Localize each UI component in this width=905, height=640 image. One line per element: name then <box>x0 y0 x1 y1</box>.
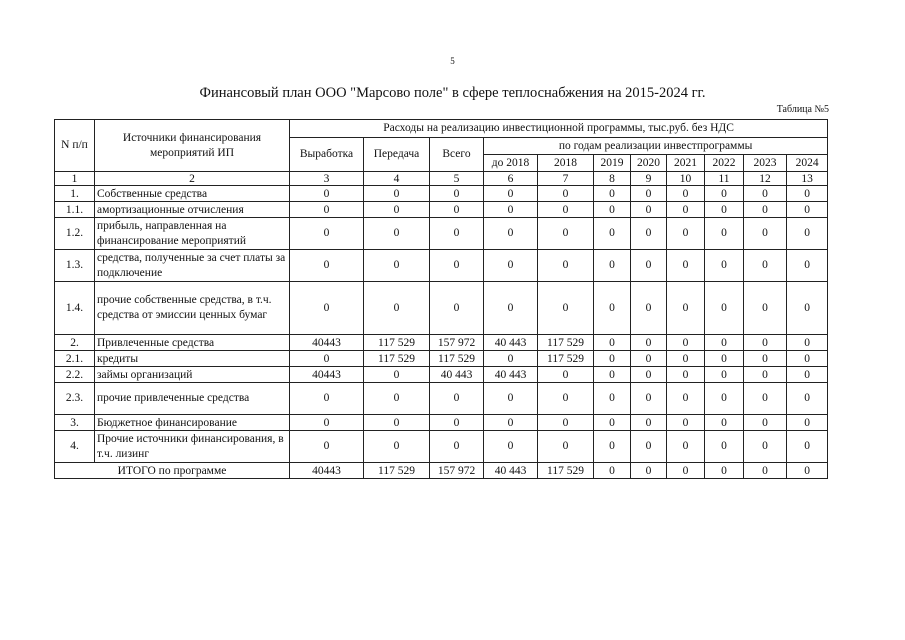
row-value: 0 <box>430 282 484 335</box>
document-title: Финансовый план ООО "Марсово поле" в сфере теплоснабжения на 2015-2024 гг. <box>199 85 706 101</box>
row-value: 157 972 <box>430 335 484 351</box>
row-value: 0 <box>430 186 484 202</box>
header-source: Источники финансирования мероприятий ИП <box>95 120 290 172</box>
financial-plan-table <box>54 119 828 479</box>
column-number: 12 <box>744 172 787 186</box>
header-total: Всего <box>430 138 484 172</box>
column-number: 3 <box>290 172 364 186</box>
row-value: 0 <box>631 282 667 335</box>
header-year: 2019 <box>594 155 631 172</box>
row-value: 0 <box>705 202 744 218</box>
row-value: 40443 <box>290 335 364 351</box>
header-year: 2018 <box>538 155 594 172</box>
row-number: 4. <box>55 431 95 463</box>
column-number: 7 <box>538 172 594 186</box>
row-value: 0 <box>631 202 667 218</box>
row-value: 0 <box>744 202 787 218</box>
row-value: 0 <box>787 250 828 282</box>
header-year: 2022 <box>705 155 744 172</box>
table-row <box>55 282 828 335</box>
row-value: 0 <box>538 415 594 431</box>
row-value: 0 <box>484 186 538 202</box>
row-value: 0 <box>430 415 484 431</box>
header-year: до 2018 <box>484 155 538 172</box>
row-value: 0 <box>667 250 705 282</box>
column-number: 13 <box>787 172 828 186</box>
row-value: 0 <box>787 351 828 367</box>
row-value: 0 <box>290 218 364 250</box>
row-value: 0 <box>744 351 787 367</box>
row-source: Привлеченные средства <box>95 335 290 351</box>
row-number: 2.2. <box>55 367 95 383</box>
row-value: 0 <box>484 431 538 463</box>
row-value: 0 <box>667 335 705 351</box>
row-value: 0 <box>744 335 787 351</box>
row-value: 0 <box>744 282 787 335</box>
row-source: прибыль, направленная на финансирование мероприятий <box>95 218 290 250</box>
table-row <box>55 383 828 415</box>
table-row <box>55 250 828 282</box>
row-value: 0 <box>538 218 594 250</box>
total-value: 157 972 <box>430 463 484 479</box>
row-value: 0 <box>538 202 594 218</box>
row-number: 1.3. <box>55 250 95 282</box>
row-value: 0 <box>290 351 364 367</box>
header-year: 2020 <box>631 155 667 172</box>
row-value: 0 <box>484 415 538 431</box>
column-number: 9 <box>631 172 667 186</box>
column-number: 10 <box>667 172 705 186</box>
row-value: 0 <box>594 431 631 463</box>
header-by-years: по годам реализации инвестпрограммы <box>484 138 828 155</box>
column-numbers-row <box>55 172 828 186</box>
table-row <box>55 415 828 431</box>
row-value: 0 <box>290 250 364 282</box>
table-row <box>55 431 828 463</box>
row-number: 2.3. <box>55 383 95 415</box>
row-number: 1. <box>55 186 95 202</box>
table-row <box>55 335 828 351</box>
row-value: 0 <box>631 351 667 367</box>
total-value: 0 <box>667 463 705 479</box>
row-value: 0 <box>290 415 364 431</box>
column-number: 11 <box>705 172 744 186</box>
row-value: 0 <box>364 202 430 218</box>
header-expenses-group: Расходы на реализацию инвестиционной программы, тыс.руб. без НДС <box>290 120 828 138</box>
row-value: 0 <box>484 282 538 335</box>
column-number: 5 <box>430 172 484 186</box>
table-row <box>55 202 828 218</box>
row-value: 0 <box>787 218 828 250</box>
header-transmission: Передача <box>364 138 430 172</box>
row-value: 0 <box>667 186 705 202</box>
row-value: 0 <box>787 335 828 351</box>
row-value: 0 <box>667 282 705 335</box>
row-value: 40443 <box>290 367 364 383</box>
row-number: 2.1. <box>55 351 95 367</box>
row-value: 0 <box>594 367 631 383</box>
row-value: 0 <box>290 282 364 335</box>
row-number: 3. <box>55 415 95 431</box>
row-value: 0 <box>744 415 787 431</box>
header-num: N п/п <box>55 120 95 172</box>
row-value: 0 <box>631 383 667 415</box>
row-value: 0 <box>631 186 667 202</box>
header-year: 2024 <box>787 155 828 172</box>
row-value: 0 <box>484 202 538 218</box>
row-source: кредиты <box>95 351 290 367</box>
row-value: 0 <box>744 431 787 463</box>
row-source: Бюджетное финансирование <box>95 415 290 431</box>
row-value: 0 <box>787 186 828 202</box>
row-value: 0 <box>594 351 631 367</box>
table-row <box>55 186 828 202</box>
row-value: 0 <box>705 218 744 250</box>
row-value: 117 529 <box>538 351 594 367</box>
row-source: средства, полученные за счет платы за подключение <box>95 250 290 282</box>
row-value: 0 <box>787 431 828 463</box>
row-value: 0 <box>744 367 787 383</box>
row-value: 0 <box>705 415 744 431</box>
row-value: 0 <box>631 367 667 383</box>
row-value: 0 <box>631 250 667 282</box>
row-value: 0 <box>364 383 430 415</box>
row-value: 0 <box>538 367 594 383</box>
row-value: 0 <box>705 351 744 367</box>
row-value: 0 <box>744 250 787 282</box>
row-value: 117 529 <box>364 351 430 367</box>
row-value: 40 443 <box>484 367 538 383</box>
row-value: 0 <box>484 250 538 282</box>
header-year: 2023 <box>744 155 787 172</box>
row-value: 0 <box>594 383 631 415</box>
row-value: 0 <box>538 383 594 415</box>
row-source: прочие привлеченные средства <box>95 383 290 415</box>
row-value: 0 <box>364 218 430 250</box>
row-number: 1.4. <box>55 282 95 335</box>
row-value: 0 <box>594 250 631 282</box>
row-value: 117 529 <box>364 335 430 351</box>
row-value: 0 <box>364 367 430 383</box>
total-row <box>55 463 828 479</box>
total-label: ИТОГО по программе <box>55 463 290 479</box>
total-value: 40443 <box>290 463 364 479</box>
row-value: 0 <box>705 186 744 202</box>
row-value: 0 <box>667 351 705 367</box>
row-value: 0 <box>364 282 430 335</box>
row-value: 0 <box>484 351 538 367</box>
row-value: 0 <box>667 367 705 383</box>
row-value: 0 <box>290 186 364 202</box>
table-caption: Таблица №5 <box>776 104 829 115</box>
row-source: займы организаций <box>95 367 290 383</box>
row-value: 0 <box>430 250 484 282</box>
row-value: 0 <box>744 383 787 415</box>
row-number: 2. <box>55 335 95 351</box>
row-value: 0 <box>484 383 538 415</box>
row-value: 0 <box>744 186 787 202</box>
row-value: 0 <box>538 250 594 282</box>
row-value: 0 <box>705 383 744 415</box>
row-source: амортизационные отчисления <box>95 202 290 218</box>
row-value: 0 <box>538 186 594 202</box>
row-value: 0 <box>430 431 484 463</box>
row-value: 0 <box>364 415 430 431</box>
row-value: 0 <box>631 335 667 351</box>
row-value: 0 <box>538 282 594 335</box>
row-value: 0 <box>705 282 744 335</box>
row-value: 0 <box>667 415 705 431</box>
column-number: 2 <box>95 172 290 186</box>
row-value: 0 <box>705 431 744 463</box>
row-source: Собственные средства <box>95 186 290 202</box>
row-value: 0 <box>594 218 631 250</box>
row-value: 0 <box>430 383 484 415</box>
total-value: 0 <box>631 463 667 479</box>
row-value: 0 <box>705 250 744 282</box>
row-value: 0 <box>787 415 828 431</box>
total-value: 0 <box>705 463 744 479</box>
total-value: 117 529 <box>538 463 594 479</box>
total-value: 40 443 <box>484 463 538 479</box>
row-value: 0 <box>484 218 538 250</box>
row-value: 0 <box>364 186 430 202</box>
row-value: 0 <box>594 186 631 202</box>
table-row <box>55 218 828 250</box>
row-source: Прочие источники финансирования, в т.ч. лизинг <box>95 431 290 463</box>
column-number: 1 <box>55 172 95 186</box>
row-value: 0 <box>744 218 787 250</box>
row-value: 117 529 <box>538 335 594 351</box>
row-value: 40 443 <box>484 335 538 351</box>
row-value: 0 <box>290 431 364 463</box>
total-value: 0 <box>787 463 828 479</box>
row-value: 0 <box>430 218 484 250</box>
row-value: 0 <box>538 431 594 463</box>
row-value: 0 <box>631 218 667 250</box>
row-value: 0 <box>594 282 631 335</box>
row-value: 0 <box>594 415 631 431</box>
page-number: 5 <box>450 56 455 66</box>
row-value: 0 <box>594 202 631 218</box>
row-number: 1.1. <box>55 202 95 218</box>
table-row <box>55 367 828 383</box>
row-value: 0 <box>594 335 631 351</box>
row-value: 0 <box>290 383 364 415</box>
total-value: 117 529 <box>364 463 430 479</box>
row-value: 0 <box>667 431 705 463</box>
row-value: 0 <box>631 415 667 431</box>
row-value: 0 <box>364 250 430 282</box>
row-value: 0 <box>787 383 828 415</box>
header-production: Выработка <box>290 138 364 172</box>
header-year: 2021 <box>667 155 705 172</box>
row-value: 0 <box>667 218 705 250</box>
row-value: 0 <box>430 202 484 218</box>
table-row <box>55 351 828 367</box>
row-value: 0 <box>290 202 364 218</box>
row-value: 0 <box>631 431 667 463</box>
column-number: 8 <box>594 172 631 186</box>
row-number: 1.2. <box>55 218 95 250</box>
row-value: 0 <box>667 202 705 218</box>
row-value: 0 <box>787 282 828 335</box>
total-value: 0 <box>594 463 631 479</box>
row-value: 0 <box>364 431 430 463</box>
row-value: 0 <box>787 202 828 218</box>
row-value: 0 <box>705 367 744 383</box>
row-value: 0 <box>667 383 705 415</box>
total-value: 0 <box>744 463 787 479</box>
row-value: 0 <box>787 367 828 383</box>
column-number: 4 <box>364 172 430 186</box>
row-value: 117 529 <box>430 351 484 367</box>
column-number: 6 <box>484 172 538 186</box>
row-value: 40 443 <box>430 367 484 383</box>
row-source: прочие собственные средства, в т.ч. средства от эмиссии ценных бумаг <box>95 282 290 335</box>
row-value: 0 <box>705 335 744 351</box>
